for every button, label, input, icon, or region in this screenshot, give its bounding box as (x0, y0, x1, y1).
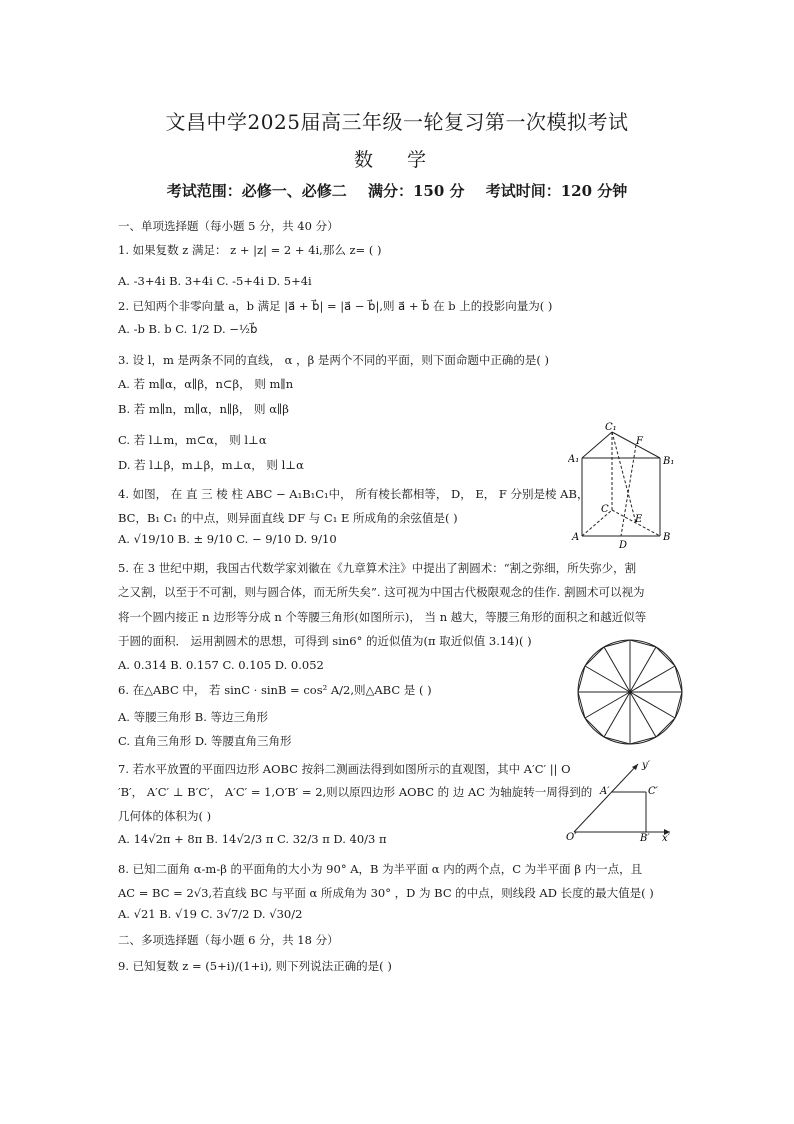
oblique-axes-figure (566, 756, 674, 846)
exam-info (0, 180, 794, 201)
question-9: 9. 已知复数 z = (5+i)/(1+i), 则下列说法正确的是( ) (118, 959, 392, 973)
question-3-option-a: A. 若 m∥α，α∥β，n⊂β， 则 m∥n (118, 377, 294, 391)
question-6-options-ab: A. 等腰三角形 B. 等边三角形 (118, 710, 269, 724)
axis-label-a: A′ (600, 786, 610, 797)
exam-scope: 考试范围：必修一、必修二 (166, 182, 347, 200)
prism-label-f: F (636, 436, 643, 447)
question-7: 7. 若水平放置的平面四边形 AOBC 按斜二测画法得到如图所示的直观图，其中 A′C′ || O (118, 762, 571, 776)
polygon-spoke (630, 692, 656, 737)
prism-label-c1: C₁ (605, 422, 617, 433)
question-5-cont-2: 将一个圆内接正 n 边形等分成 n 个等腰三角形(如图所示)， 当 n 越大，等腰三角形的面积之和越近似等 (118, 610, 647, 624)
question-6: 6. 在△ABC 中， 若 sinC · sinB = cos² A/2,则△ABC 是 ( ) (118, 683, 432, 697)
polygon-spoke (630, 666, 675, 692)
question-1-options: A. -3+4i B. 3+4i C. -5+4i D. 5+4i (118, 274, 312, 288)
question-4: 4. 如图， 在 直 三 棱 柱 ABC − A₁B₁C₁中， 所有棱长都相等， D， E， F 分别是棱 AB， (118, 487, 589, 501)
axis-label-c: C′ (648, 786, 658, 797)
prism-label-e: E (635, 514, 643, 525)
prism-label-d: D (619, 540, 628, 551)
question-7-cont-1: ′B′， A′C′ ⊥ B′C′， A′C′ = 1,O′B′ = 2,则以原四边形 AOBC 的 边 AC 为轴旋转一周得到的 (118, 785, 593, 799)
axis-label-b: B′ (640, 833, 650, 842)
polygon-spoke (630, 647, 656, 692)
question-4-cont: BC，B₁ C₁ 的中点，则异面直线 DF 与 C₁ E 所成角的余弦值是( ) (118, 511, 458, 525)
question-8-cont: AC = BC = 2√3,若直线 BC 与平面 α 所成角为 30° ，D 为 BC 的中点，则线段 AD 长度的最大值是( ) (118, 886, 654, 900)
polygon-spoke (585, 666, 630, 692)
question-1: 1. 如果复数 z 满足： z + |z| = 2 + 4i,那么 z= ( ) (118, 243, 382, 257)
question-2: 2. 已知两个非零向量 a，b 满足 |a⃗ + b⃗| = |a⃗ − b⃗|,则 a⃗ + b⃗ 在 b 上的投影向量为( ) (118, 299, 553, 313)
exam-title: 文昌中学2025届高三年级一轮复习第一次模拟考试 (165, 110, 629, 134)
prism-label-a1: A₁ (568, 454, 580, 465)
question-3: 3. 设 l，m 是两条不同的直线， α ，β 是两个不同的平面，则下面命题中正确的是( ) (118, 353, 550, 367)
question-3-option-c: C. 若 l⊥m，m⊂α， 则 l⊥α (118, 433, 267, 447)
question-5: 5. 在 3 世纪中期，我国古代数学家刘徽在《九章算术注》中提出了割圆术：“割之弥细，所失弥少，割 (118, 561, 637, 575)
axis-label-o: O′ (566, 832, 577, 842)
question-8: 8. 已知二面角 α-m-β 的平面角的大小为 90° A，B 为半平面 α 内的两个点，C 为半平面 β 内一点，且 (118, 862, 643, 876)
exam-score: 满分：150 分 (367, 182, 465, 200)
polygon-spoke (604, 647, 630, 692)
prism-figure (568, 420, 688, 556)
polygon-spoke (604, 692, 630, 737)
subject-title: 数 学 (353, 149, 441, 171)
question-8-options: A. √21 B. √19 C. 3√7/2 D. √30/2 (118, 907, 303, 921)
question-7-options: A. 14√2π + 8π B. 14√2/3 π C. 32/3 π D. 40/3 π (118, 832, 387, 846)
prism-label-b: B (663, 532, 671, 543)
circle-division-figure (574, 636, 686, 752)
question-3-option-b: B. 若 m∥n，m∥α，n∥β， 则 α∥β (118, 402, 289, 416)
axis-label-x: x′ (662, 833, 670, 842)
polygon-spoke (630, 692, 675, 718)
question-4-options: A. √19/10 B. ± 9/10 C. − 9/10 D. 9/10 (118, 532, 337, 546)
prism-label-a: A (572, 532, 580, 543)
question-5-options: A. 0.314 B. 0.157 C. 0.105 D. 0.052 (118, 658, 324, 672)
axis-label-y: y′ (642, 760, 650, 771)
question-3-option-d: D. 若 l⊥β，m⊥β，m⊥α， 则 l⊥α (118, 458, 304, 472)
polygon-spoke (585, 692, 630, 718)
exam-time: 考试时间：120 分钟 (485, 182, 628, 200)
question-6-options-cd: C. 直角三角形 D. 等腰直角三角形 (118, 734, 292, 748)
section-2-title: 二、多项选择题（每小题 6 分，共 18 分） (118, 933, 339, 947)
prism-label-b1: B₁ (663, 456, 675, 467)
question-2-options: A. -b B. b C. 1/2 D. −½b⃗ (118, 322, 258, 336)
question-5-cont-1: 之又割，以至于不可割，则与圆合体，而无所失矣”. 这可视为中国古代极限观念的佳作. 割圆术可以视为 (118, 585, 645, 599)
prism-label-c: C (601, 504, 609, 515)
question-7-cont-2: 几何体的体积为( ) (118, 809, 212, 823)
section-title: 一、单项选择题（每小题 5 分，共 40 分） (118, 219, 339, 233)
question-5-cont-3: 于圆的面积． 运用割圆术的思想，可得到 sin6° 的近似值为(π 取近似值 3.14)( ) (118, 634, 532, 648)
